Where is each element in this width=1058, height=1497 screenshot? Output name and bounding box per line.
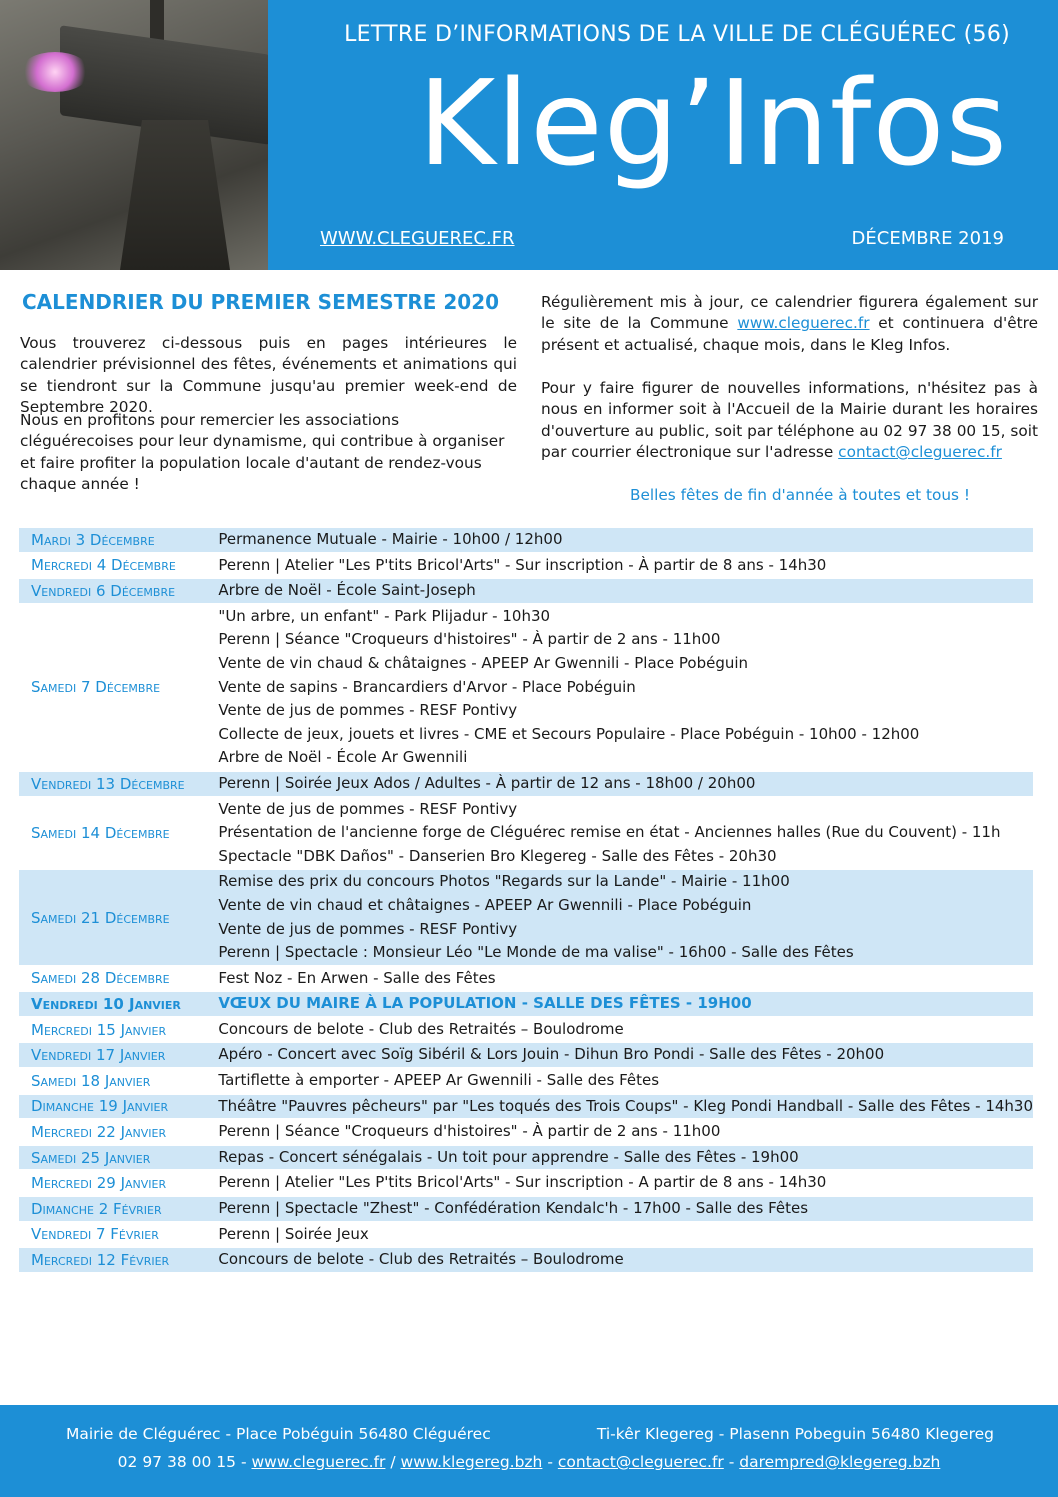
event-description — [208, 797, 1033, 870]
event-date: Vendredi 17 Janvier — [19, 1042, 208, 1068]
event-description — [208, 1017, 1033, 1043]
intro-p4-text: Pour y faire figurer de nouvelles informations, n'hésitez pas à nous en informer soit à l'Accueil de la Mairie durant les horaires d'ouverture au public, soit par téléphone au 02 97 38 00 15, soit par courrier électronique sur l'adresse — [541, 379, 1038, 462]
footer-contacts — [0, 1453, 1058, 1471]
event-item: Perenn | Soirée Jeux — [218, 1224, 369, 1243]
header-subtitle: LETTRE D’INFORMATIONS DE LA VILLE DE CLÉGUÉREC (56) — [344, 22, 1010, 47]
event-date: Mercredi 4 Décembre — [19, 553, 208, 579]
event-description — [208, 1042, 1033, 1068]
footer-separator: / — [390, 1453, 401, 1471]
event-date: Vendredi 13 Décembre — [19, 771, 208, 797]
event-row — [19, 1042, 1033, 1068]
event-item: Perenn | Séance "Croqueurs d'histoires" - À partir de 2 ans - 11h00 — [218, 630, 721, 649]
event-item: Vente de vin chaud & châtaignes - APEEP Ar Gwennili - Place Pobéguin — [218, 653, 749, 672]
event-row — [19, 604, 1033, 771]
event-date: Mardi 3 Décembre — [19, 528, 208, 553]
event-date: Mercredi 12 Février — [19, 1247, 208, 1273]
event-item: Vente de sapins - Brancardiers d'Arvor - Place Pobéguin — [218, 677, 636, 696]
photo-anvil-base — [120, 120, 230, 270]
event-item: Présentation de l'ancienne forge de Cléguérec remise en état - Anciennes halles (Rue du Couvent) - 11h — [218, 823, 1001, 842]
event-item: Repas - Concert sénégalais - Un toit pour apprendre - Salle des Fêtes - 19h00 — [218, 1147, 799, 1166]
intro-paragraph-1: Vous trouverez ci-dessous puis en pages intérieures le calendrier prévisionnel des fêtes, événements et animations qui se tiendront sur la Commune jusqu'au premier week-end de Septembre 2020. — [20, 334, 517, 417]
event-description — [208, 991, 1033, 1017]
season-greetings: Belles fêtes de fin d'année à toutes et tous ! — [629, 486, 971, 504]
event-date: Samedi 14 Décembre — [19, 797, 208, 870]
event-description — [208, 604, 1033, 771]
intro-p3-text-start: Régulièrement mis à jour, ce calendrier figurera également sur le site de la Commune — [541, 293, 1038, 333]
footer-email-br-link[interactable]: darempred@klegereg.bzh — [739, 1453, 941, 1471]
intro-paragraph-3 — [541, 292, 1038, 356]
commune-website-link[interactable]: www.cleguerec.fr — [737, 314, 870, 333]
event-description — [208, 1247, 1033, 1273]
event-date: Dimanche 2 Février — [19, 1196, 208, 1222]
event-item: Perenn | Spectacle "Zhest" - Confédération Kendalc'h - 17h00 - Salle des Fêtes — [218, 1199, 809, 1218]
event-item: Tartiflette à emporter - APEEP Ar Gwennili - Salle des Fêtes — [218, 1071, 660, 1090]
intro-p3-text-end: et continuera d'être présent et actualisé, chaque mois, dans le Kleg Infos. — [541, 314, 1038, 354]
event-item: Perenn | Atelier "Les P'tits Bricol'Arts" - Sur inscription - A partir de 8 ans - 14h30 — [218, 1173, 827, 1192]
event-row — [19, 991, 1033, 1017]
event-item: Vente de jus de pommes - RESF Pontivy — [218, 799, 518, 818]
event-date: Vendredi 7 Février — [19, 1222, 208, 1248]
event-description — [208, 1068, 1033, 1094]
event-date: Samedi 28 Décembre — [19, 966, 208, 992]
event-description — [208, 1170, 1033, 1196]
event-item: Perenn | Soirée Jeux Ados / Adultes - À partir de 12 ans - 18h00 / 20h00 — [218, 773, 756, 792]
intro-paragraph-2: Nous en profitons pour remercier les associations cléguérecoises pour leur dynamisme, qui contribue à organiser et faire profiter la population locale d'autant de rendez-vous chaque année ! — [20, 411, 505, 494]
footer-email-fr-link[interactable]: contact@cleguerec.fr — [557, 1453, 724, 1471]
event-date: Mercredi 29 Janvier — [19, 1170, 208, 1196]
event-row — [19, 1247, 1033, 1273]
event-row — [19, 528, 1033, 553]
event-row — [19, 1068, 1033, 1094]
event-item: Perenn | Spectacle : Monsieur Léo "Le Monde de ma valise" - 16h00 - Salle des Fêtes — [218, 943, 854, 962]
event-row — [19, 869, 1033, 965]
event-item: "Un arbre, un enfant" - Park Plijadur - 10h30 — [218, 606, 551, 625]
event-item: Vente de vin chaud et châtaignes - APEEP Ar Gwennili - Place Pobéguin — [218, 895, 752, 914]
event-item: Vente de jus de pommes - RESF Pontivy — [218, 701, 518, 720]
event-date: Samedi 18 Janvier — [19, 1068, 208, 1094]
calendar-heading: CALENDRIER DU PREMIER SEMESTRE 2020 — [22, 290, 500, 314]
events-table-body — [19, 528, 1033, 1273]
event-description — [208, 966, 1033, 992]
footer-separator: - — [728, 1453, 740, 1471]
event-item: Concours de belote - Club des Retraités – Boulodrome — [218, 1250, 624, 1269]
event-item: VŒUX DU MAIRE À LA POPULATION - SALLE DES FÊTES - 19H00 — [218, 994, 752, 1013]
event-description — [208, 1094, 1033, 1120]
event-row — [19, 797, 1033, 870]
event-row — [19, 1145, 1033, 1171]
intro-paragraph-4 — [541, 378, 1038, 464]
event-item: Théâtre "Pauvres pêcheurs" par "Les toqués des Trois Coups" - Kleg Pondi Handball - Salle des Fêtes - 14h30 — [218, 1096, 1033, 1115]
event-description — [208, 1145, 1033, 1171]
event-row — [19, 1222, 1033, 1248]
event-date: Samedi 21 Décembre — [19, 869, 208, 965]
event-description — [208, 578, 1033, 604]
event-item: Apéro - Concert avec Soïg Sibéril & Lors Jouin - Dihun Bro Pondi - Salle des Fêtes - 20h00 — [218, 1045, 885, 1064]
event-item: Permanence Mutuale - Mairie - 10h00 / 12h00 — [218, 530, 563, 548]
event-date: Dimanche 19 Janvier — [19, 1094, 208, 1120]
event-item: Fest Noz - En Arwen - Salle des Fêtes — [218, 968, 496, 987]
header-photo-anvil — [0, 0, 268, 270]
event-item: Remise des prix du concours Photos "Regards sur la Lande" - Mairie - 11h00 — [218, 872, 790, 891]
footer-separator: - — [240, 1453, 252, 1471]
event-item: Concours de belote - Club des Retraités – Boulodrome — [218, 1019, 624, 1038]
event-item: Perenn | Séance "Croqueurs d'histoires" - À partir de 2 ans - 11h00 — [218, 1122, 721, 1141]
event-date: Mercredi 15 Janvier — [19, 1017, 208, 1043]
event-item: Arbre de Noël - École Ar Gwennili — [218, 748, 468, 767]
event-description — [208, 528, 1033, 553]
event-description — [208, 1196, 1033, 1222]
newsletter-title: Kleg’Infos — [418, 54, 1008, 192]
event-date: Samedi 25 Janvier — [19, 1145, 208, 1171]
footer-phone: 02 97 38 00 15 — [117, 1453, 236, 1471]
footer-site-fr-link[interactable]: www.cleguerec.fr — [251, 1453, 386, 1471]
header-band — [268, 0, 1058, 270]
events-calendar-table — [19, 528, 1033, 1274]
event-description — [208, 869, 1033, 965]
event-date: Mercredi 22 Janvier — [19, 1119, 208, 1145]
event-row — [19, 1017, 1033, 1043]
photo-flame — [20, 52, 90, 92]
event-date: Vendredi 10 Janvier — [19, 991, 208, 1017]
event-row — [19, 966, 1033, 992]
issue-date: DÉCEMBRE 2019 — [851, 228, 1004, 249]
event-row — [19, 771, 1033, 797]
event-row — [19, 1170, 1033, 1196]
event-row — [19, 553, 1033, 579]
event-date: Vendredi 6 Décembre — [19, 578, 208, 604]
event-row — [19, 1119, 1033, 1145]
header-website-link[interactable]: WWW.CLEGUEREC.FR — [320, 228, 515, 249]
event-row — [19, 578, 1033, 604]
footer — [0, 1405, 1058, 1497]
contact-email-link[interactable]: contact@cleguerec.fr — [838, 443, 1002, 462]
footer-separator: - — [547, 1453, 558, 1471]
event-item: Spectacle "DBK Daños" - Danserien Bro Klegereg - Salle des Fêtes - 20h30 — [218, 846, 777, 865]
footer-address-fr: Mairie de Cléguérec - Place Pobéguin 56480 Cléguérec — [66, 1425, 491, 1443]
event-row — [19, 1094, 1033, 1120]
event-date: Samedi 7 Décembre — [19, 604, 208, 771]
event-row — [19, 1196, 1033, 1222]
event-item: Arbre de Noël - École Saint-Joseph — [218, 581, 476, 600]
event-description — [208, 1119, 1033, 1145]
footer-site-br-link[interactable]: www.klegereg.bzh — [400, 1453, 543, 1471]
event-description — [208, 771, 1033, 797]
event-item: Collecte de jeux, jouets et livres - CME et Secours Populaire - Place Pobéguin - 10h00 - 12h00 — [218, 724, 920, 743]
event-description — [208, 553, 1033, 579]
footer-address-br: Ti-kêr Klegereg - Plasenn Pobeguin 56480 Klegereg — [596, 1425, 994, 1443]
event-description — [208, 1222, 1033, 1248]
event-item: Perenn | Atelier "Les P'tits Bricol'Arts" - Sur inscription - À partir de 8 ans - 14h30 — [218, 555, 827, 574]
event-item: Vente de jus de pommes - RESF Pontivy — [218, 919, 518, 938]
